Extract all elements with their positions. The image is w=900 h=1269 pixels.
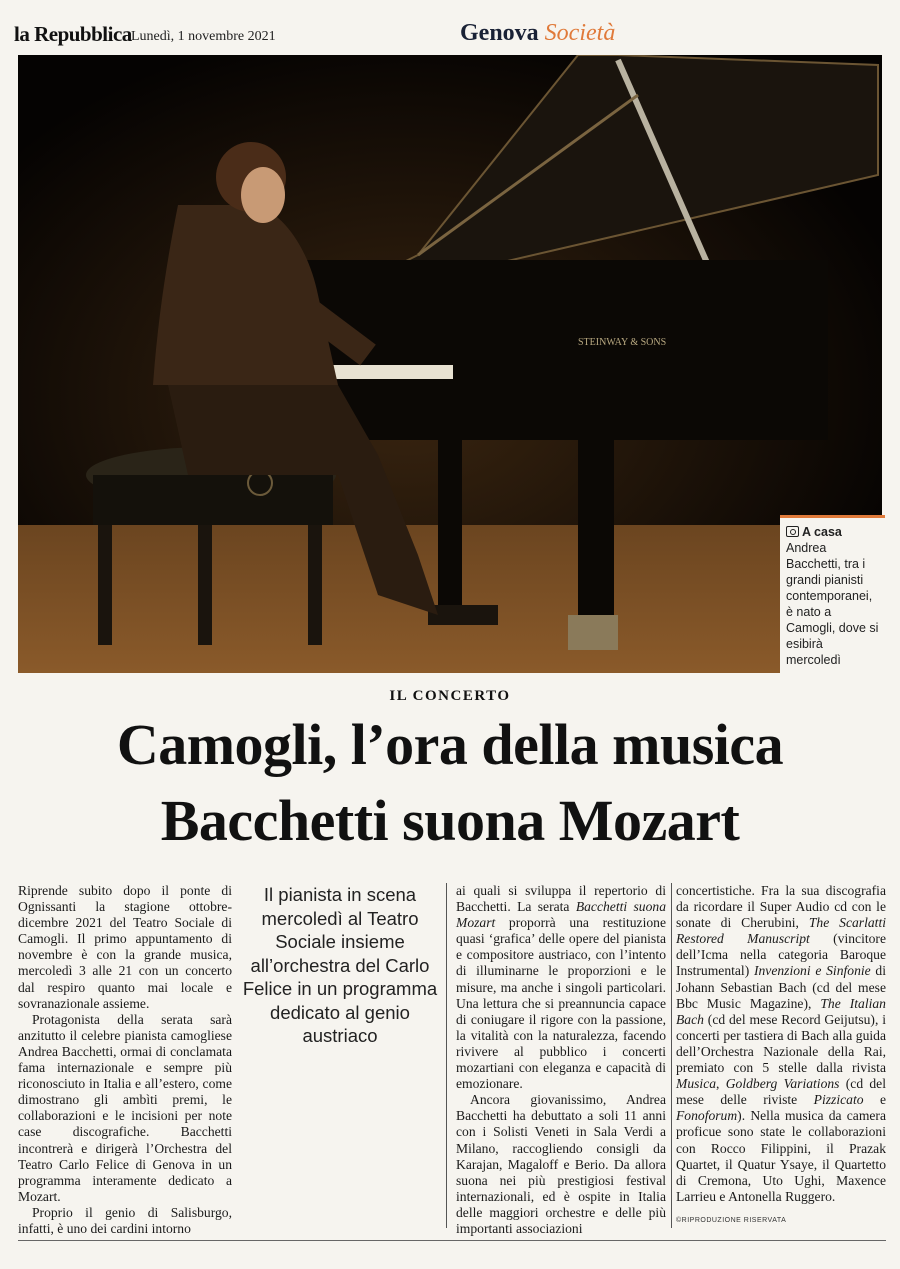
- caption-lead: A casa: [802, 525, 842, 539]
- text-run: (vincitore dell’Icma nella categoria Baroque Instrumental): [676, 931, 886, 979]
- text-run: ). Nella musica da camera proficue sono state le collaborazioni con Rocco Filippini, il Prazak Quartet, il Quatur Ysaye, il Quartetto di Cremona, Uto Ughi, Maxence Larrieu e Antonella Ruggero.: [676, 1108, 886, 1204]
- concert-photo: [18, 55, 882, 673]
- text-run: e: [863, 1092, 886, 1108]
- issue-date: Lunedì, 1 novembre 2021: [131, 29, 276, 44]
- text-run-italic: Fonoforum: [676, 1108, 738, 1124]
- column-divider: [446, 883, 447, 1228]
- headline-line-1: Camogli, l’ora della musica: [116, 712, 784, 777]
- piano-brand: STEINWAY & SONS: [578, 337, 667, 348]
- text-run-italic: Invenzioni e Sinfonie: [753, 963, 871, 979]
- masthead: [0, 0, 900, 52]
- article-column-4: [676, 883, 886, 1205]
- section-name: Genova: [460, 20, 539, 46]
- text-run-italic: Goldberg Variations: [725, 1076, 840, 1092]
- text-run: di Johann Sebastian Bach (cd del mese Bbc Music Magazine),: [676, 963, 886, 1011]
- page-bottom-rule: [18, 1240, 886, 1241]
- text-run-italic: Musica: [676, 1076, 717, 1092]
- text-run-italic: Bacchetti suona Mozart: [456, 899, 666, 931]
- article-column-3: [456, 883, 666, 1237]
- paragraph: Protagonista della serata sarà anzitutto il celebre pianista camogliese Andrea Bacchetti, ormai di conclamata fama internazionale e sempre più riconosciuto in Italia e all’estero, come dimostrano gli ambìti premi, le collaborazioni e le incisioni per note case discografiche. Bacchetti incontrerà e dirigerà l’Orchestra del Teatro Carlo Felice di Genova in un programma interamente dedicato a Mozart.: [18, 1011, 232, 1204]
- paragraph: [676, 883, 886, 1205]
- text-run-italic: The Italian Bach: [676, 995, 886, 1027]
- section-title: [460, 20, 615, 47]
- pull-quote: Il pianista in scena mercoledì al Teatro Sociale insieme all’orchestra del Carlo Felice in un programma dedicato al genio austriaco: [242, 884, 438, 1046]
- text-run: ,: [716, 1076, 726, 1092]
- paragraph: Ancora giovanissimo, Andrea Bacchetti ha debuttato a soli 11 anni con i Solisti Veneti in Sala Verdi a Milano, raccogliendo consigli da Karajan, Magaloff e Berio. Da allora suona nei più prestigiosi festival internazionali, ed è ospite in Italia delle maggiori orchestre e delle più importanti associazioni: [456, 1092, 666, 1236]
- text-run: (cd del mese delle riviste: [676, 1076, 886, 1108]
- headline-line-2: Bacchetti suona Mozart: [160, 788, 740, 853]
- caption-text: Andrea Bacchetti, tra i grandi pianisti contemporanei, è nato a Camogli, dove si esibirà mercoledì: [786, 541, 879, 667]
- copyright-notice: ©RIPRODUZIONE RISERVATA: [676, 1217, 787, 1224]
- text-run: concertistiche. Fra la sua discografia da ricordare il Super Audio cd con le sonate di Cherubini,: [676, 883, 886, 931]
- paragraph: Riprende subito dopo il ponte di Ognissanti la stagione ottobre-dicembre 2021 del Teatro Sociale di Camogli. Il primo appuntamento di novembre è con la grande musica, mercoledì 3 alle 21 con un concerto dal respiro quanto mai locale e sovranazionale assieme.: [18, 883, 232, 1011]
- article-column-1: [18, 883, 232, 1237]
- camera-icon: [786, 526, 799, 537]
- text-run: (cd del mese Record Geijutsu), i concerti per tastiera di Bach alla guida dell’Orchestra Nazionale della Rai, premiato con 5 stelle dalla rivista: [676, 1011, 886, 1076]
- paragraph: [456, 883, 666, 1092]
- text-run-italic: The Scarlatti Restored Manuscript: [676, 915, 886, 947]
- column-divider: [671, 883, 672, 1228]
- pianist-illustration: [18, 55, 882, 673]
- text-run: ai quali si sviluppa il repertorio di Bacchetti. La serata: [456, 883, 666, 915]
- paragraph: Proprio il genio di Salisburgo, infatti, è uno dei cardini intorno: [18, 1204, 232, 1236]
- article-kicker: IL CONCERTO: [389, 688, 511, 704]
- newspaper-logo: la Repubblica: [14, 22, 132, 46]
- text-run: proporrà una restituzione quasi ‘grafica’ delle opere del pianista e compositore austriaco, con l’intento di illuminarne le proporzioni e le misure, ma anche i singoli particolari. Una lettura che si preannuncia capace di coniugare il rigore con la passione, la vitalità con la naturalezza, facendo rivivere al pubblico i concerti mozartiani con eleganza e capacità di emozionare.: [456, 915, 666, 1092]
- subsection-name: Società: [544, 20, 616, 46]
- photo-caption: [780, 515, 885, 675]
- text-run-italic: Pizzicato: [813, 1092, 864, 1108]
